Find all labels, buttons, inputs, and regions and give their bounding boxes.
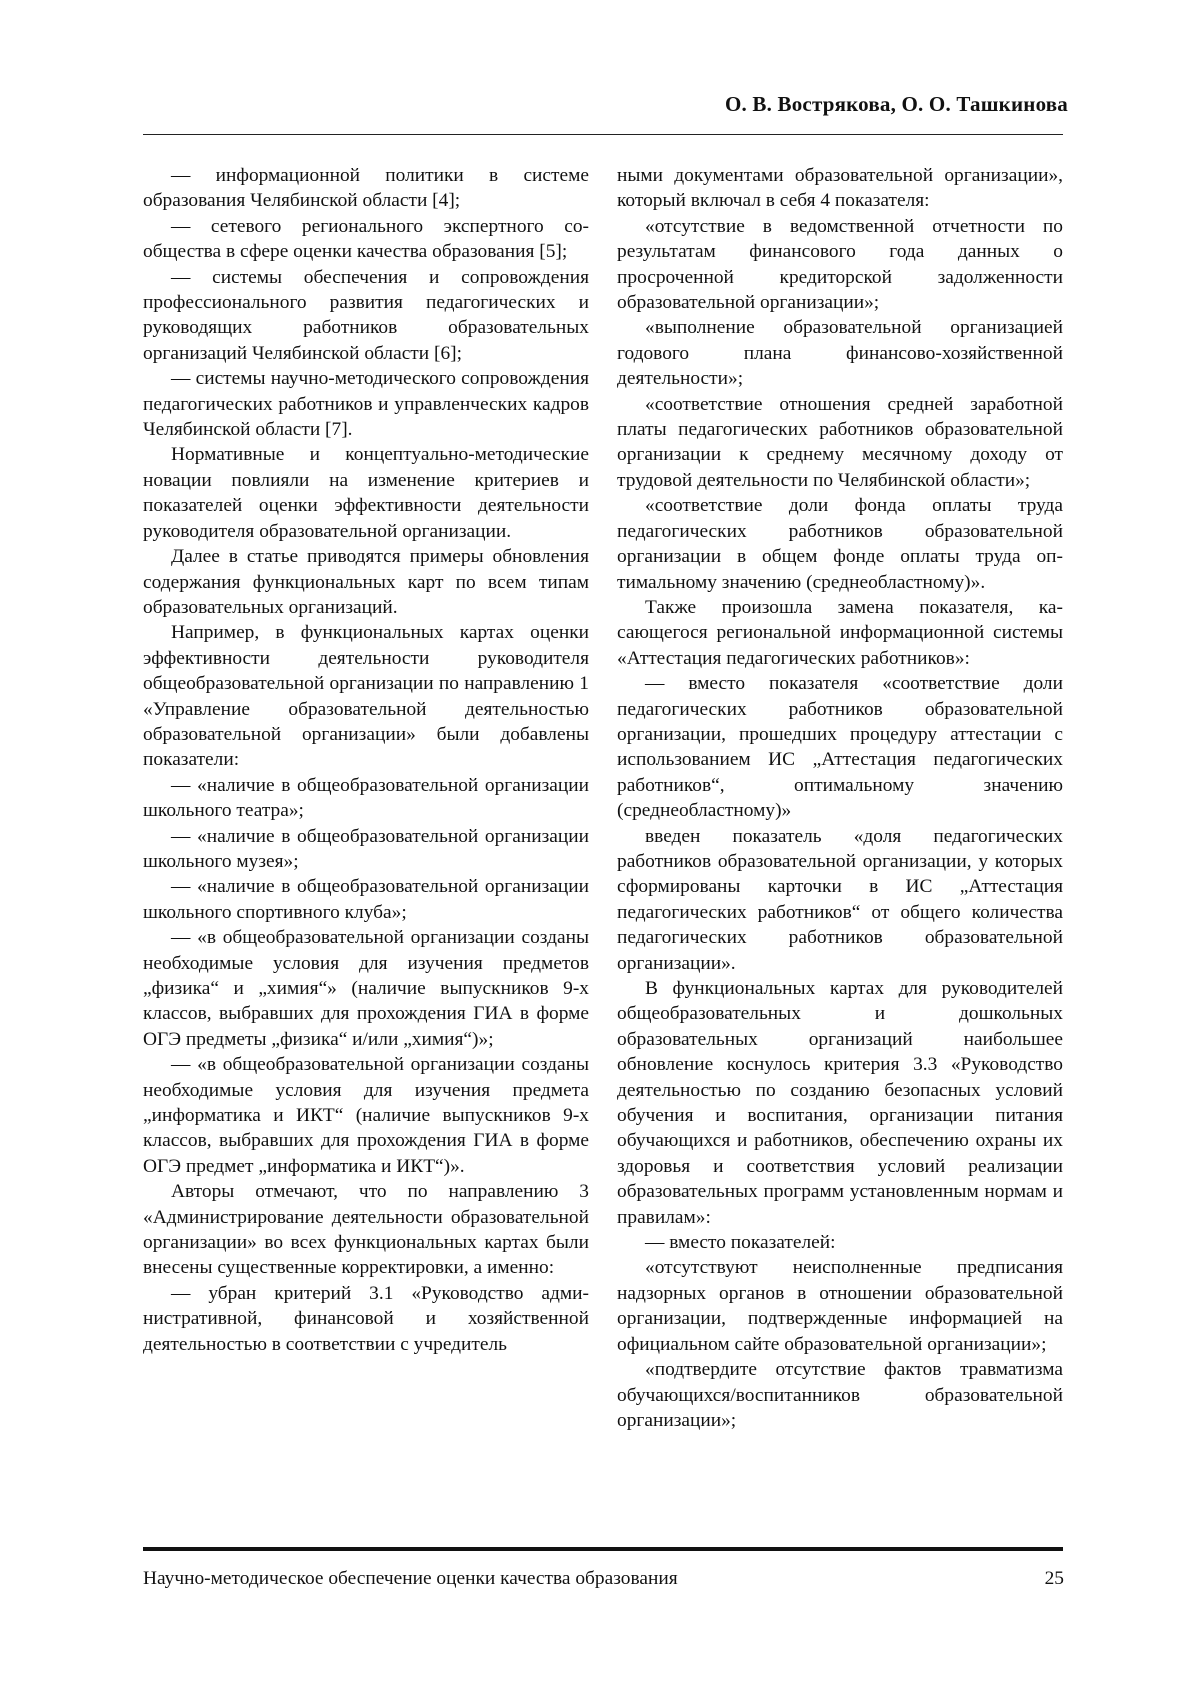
header-divider [143, 134, 1063, 135]
paragraph: — системы научно-методического сопро­вождения педагогических работников и управленческих кадров Челябинской об­ласти [7]. [143, 366, 589, 442]
right-column [617, 163, 1063, 1433]
paragraph: «отсутствие в ведомственной отчетности по результатам финансового года данных о просроченной кредиторской задолженности образовательной организации»; [617, 214, 1063, 316]
paragraph: — убран критерий 3.1 «Руководство адми­нистративной, финансовой и хозяйственной деятельностью в соответствии с учредитель­ [143, 1281, 589, 1357]
paragraph: «соответствие отношения средней зара­ботной платы педагогических работников об­разовательной организации к среднему ме­сячному доходу от трудовой деятельности по Челябинской области»; [617, 392, 1063, 494]
paragraph: «выполнение образовательной организаци­ей годового плана финансово-хозяйственной деятельности»; [617, 315, 1063, 391]
paragraph: «соответствие доли фонда оплаты труда педагогических работников образовательной организации в общем фонде оплаты труда оп­тимальному значению (среднеобластному)». [617, 493, 1063, 595]
paragraph: Далее в статье приводятся примеры обнов­ления содержания функциональных карт по всем типам образовательных организаций. [143, 544, 589, 620]
paragraph: «подтвердите отсутствие фактов травма­тизма обучающихся/воспитанников образова­тельной организации»; [617, 1357, 1063, 1433]
paragraph: — «наличие в общеобразовательной орга­низации школьного спортивного клуба»; [143, 874, 589, 925]
paragraph: — вместо показателя «соответствие доли педагогических работников образовательной организации, прошедших процедуру аттеста­ции с использованием ИС „Аттестация педа­гогических работников“, оптимальному зна­чению (среднеобластному)» [617, 671, 1063, 823]
paragraph: — информационной политики в системе образования Челябинской области [4]; [143, 163, 589, 214]
paragraph: Авторы отмечают, что по направлению 3 «Администрирование деятельности образова­тельной организации» во всех функциональ­ных картах были внесены существенные кор­ректировки, а именно: [143, 1179, 589, 1281]
paragraph: «отсутствуют неисполненные предписания надзорных органов в отношении образова­тельной организации, подтвержденные ин­формацией на официальном сайте образова­тельной организации»; [617, 1255, 1063, 1357]
paragraph: — «в общеобразовательной организации созданы необходимые условия для изучения предметов „физика“ и „химия“» (наличие вы­пускников 9-х классов, выбравших для про­хождения ГИА в форме ОГЭ предметы „фи­зика“ и/или „химия“)»; [143, 925, 589, 1052]
paragraph-continuation: ными документами образовательной органи­зации», который включал в себя 4 показателя: [617, 163, 1063, 214]
paragraph: В функциональных картах для руководи­телей общеобразовательных и дошкольных образовательных организаций наибольшее обновление коснулось критерия 3.3 «Руковод­ство деятельностью по созданию безопасных условий обучения и воспитания, организации питания обучающихся и работников, обеспе­чению охраны их здоровья и соответствия условий реализации образовательных про­грамм установленным нормам и правилам»: [617, 976, 1063, 1230]
page-number: 25 [1045, 1568, 1064, 1590]
paragraph: — вместо показателей: [617, 1230, 1063, 1255]
paragraph: — системы обеспечения и сопровождения профессионального развития педагогических и руководящих работников образовательных организаций Челябинской области [6]; [143, 265, 589, 367]
paragraph: Также произошла замена показателя, ка­сающегося региональной информационной системы «Аттестация педагогических работ­ников»: [617, 595, 1063, 671]
paragraph: — «в общеобразовательной организации созданы необходимые условия для изучения предмета „информатика и ИКТ“ (наличие вы­пускников 9-х классов, выбравших для про­хождения ГИА в форме ОГЭ предмет „ин­форматика и ИКТ“)». [143, 1052, 589, 1179]
left-column [143, 163, 589, 1357]
paragraph: — «наличие в общеобразовательной орга­низации школьного театра»; [143, 773, 589, 824]
paragraph: Нормативные и концептуально-методи­ческие новации повлияли на изменение кри­териев и показателей оценки эффективности деятельности руководителя образовательной организации. [143, 442, 589, 544]
running-footer-journal-title: Научно-методическое обеспечение оценки качества образования [143, 1568, 678, 1590]
paragraph: введен показатель «доля педагогических работников образовательной организации, у которых сформированы карточки в ИС „Ат­тестация педагогических работников“ от об­щего количества педагогических работников образовательной организации». [617, 824, 1063, 976]
footer-divider [143, 1547, 1063, 1551]
paragraph: Например, в функциональных картах оценки эффективности деятельности руково­дителя общеобразовательной организации по направлению 1 «Управление образова­тельной деятельностью образовательной ор­ганизации» были добавлены показатели: [143, 620, 589, 772]
paragraph: — сетевого регионального экспертного со­общества в сфере оценки качества образова­ния [5]; [143, 214, 589, 265]
running-header-authors: О. В. Вострякова, О. О. Ташкинова [725, 92, 1068, 117]
paragraph: — «наличие в общеобразовательной орга­низации школьного музея»; [143, 824, 589, 875]
